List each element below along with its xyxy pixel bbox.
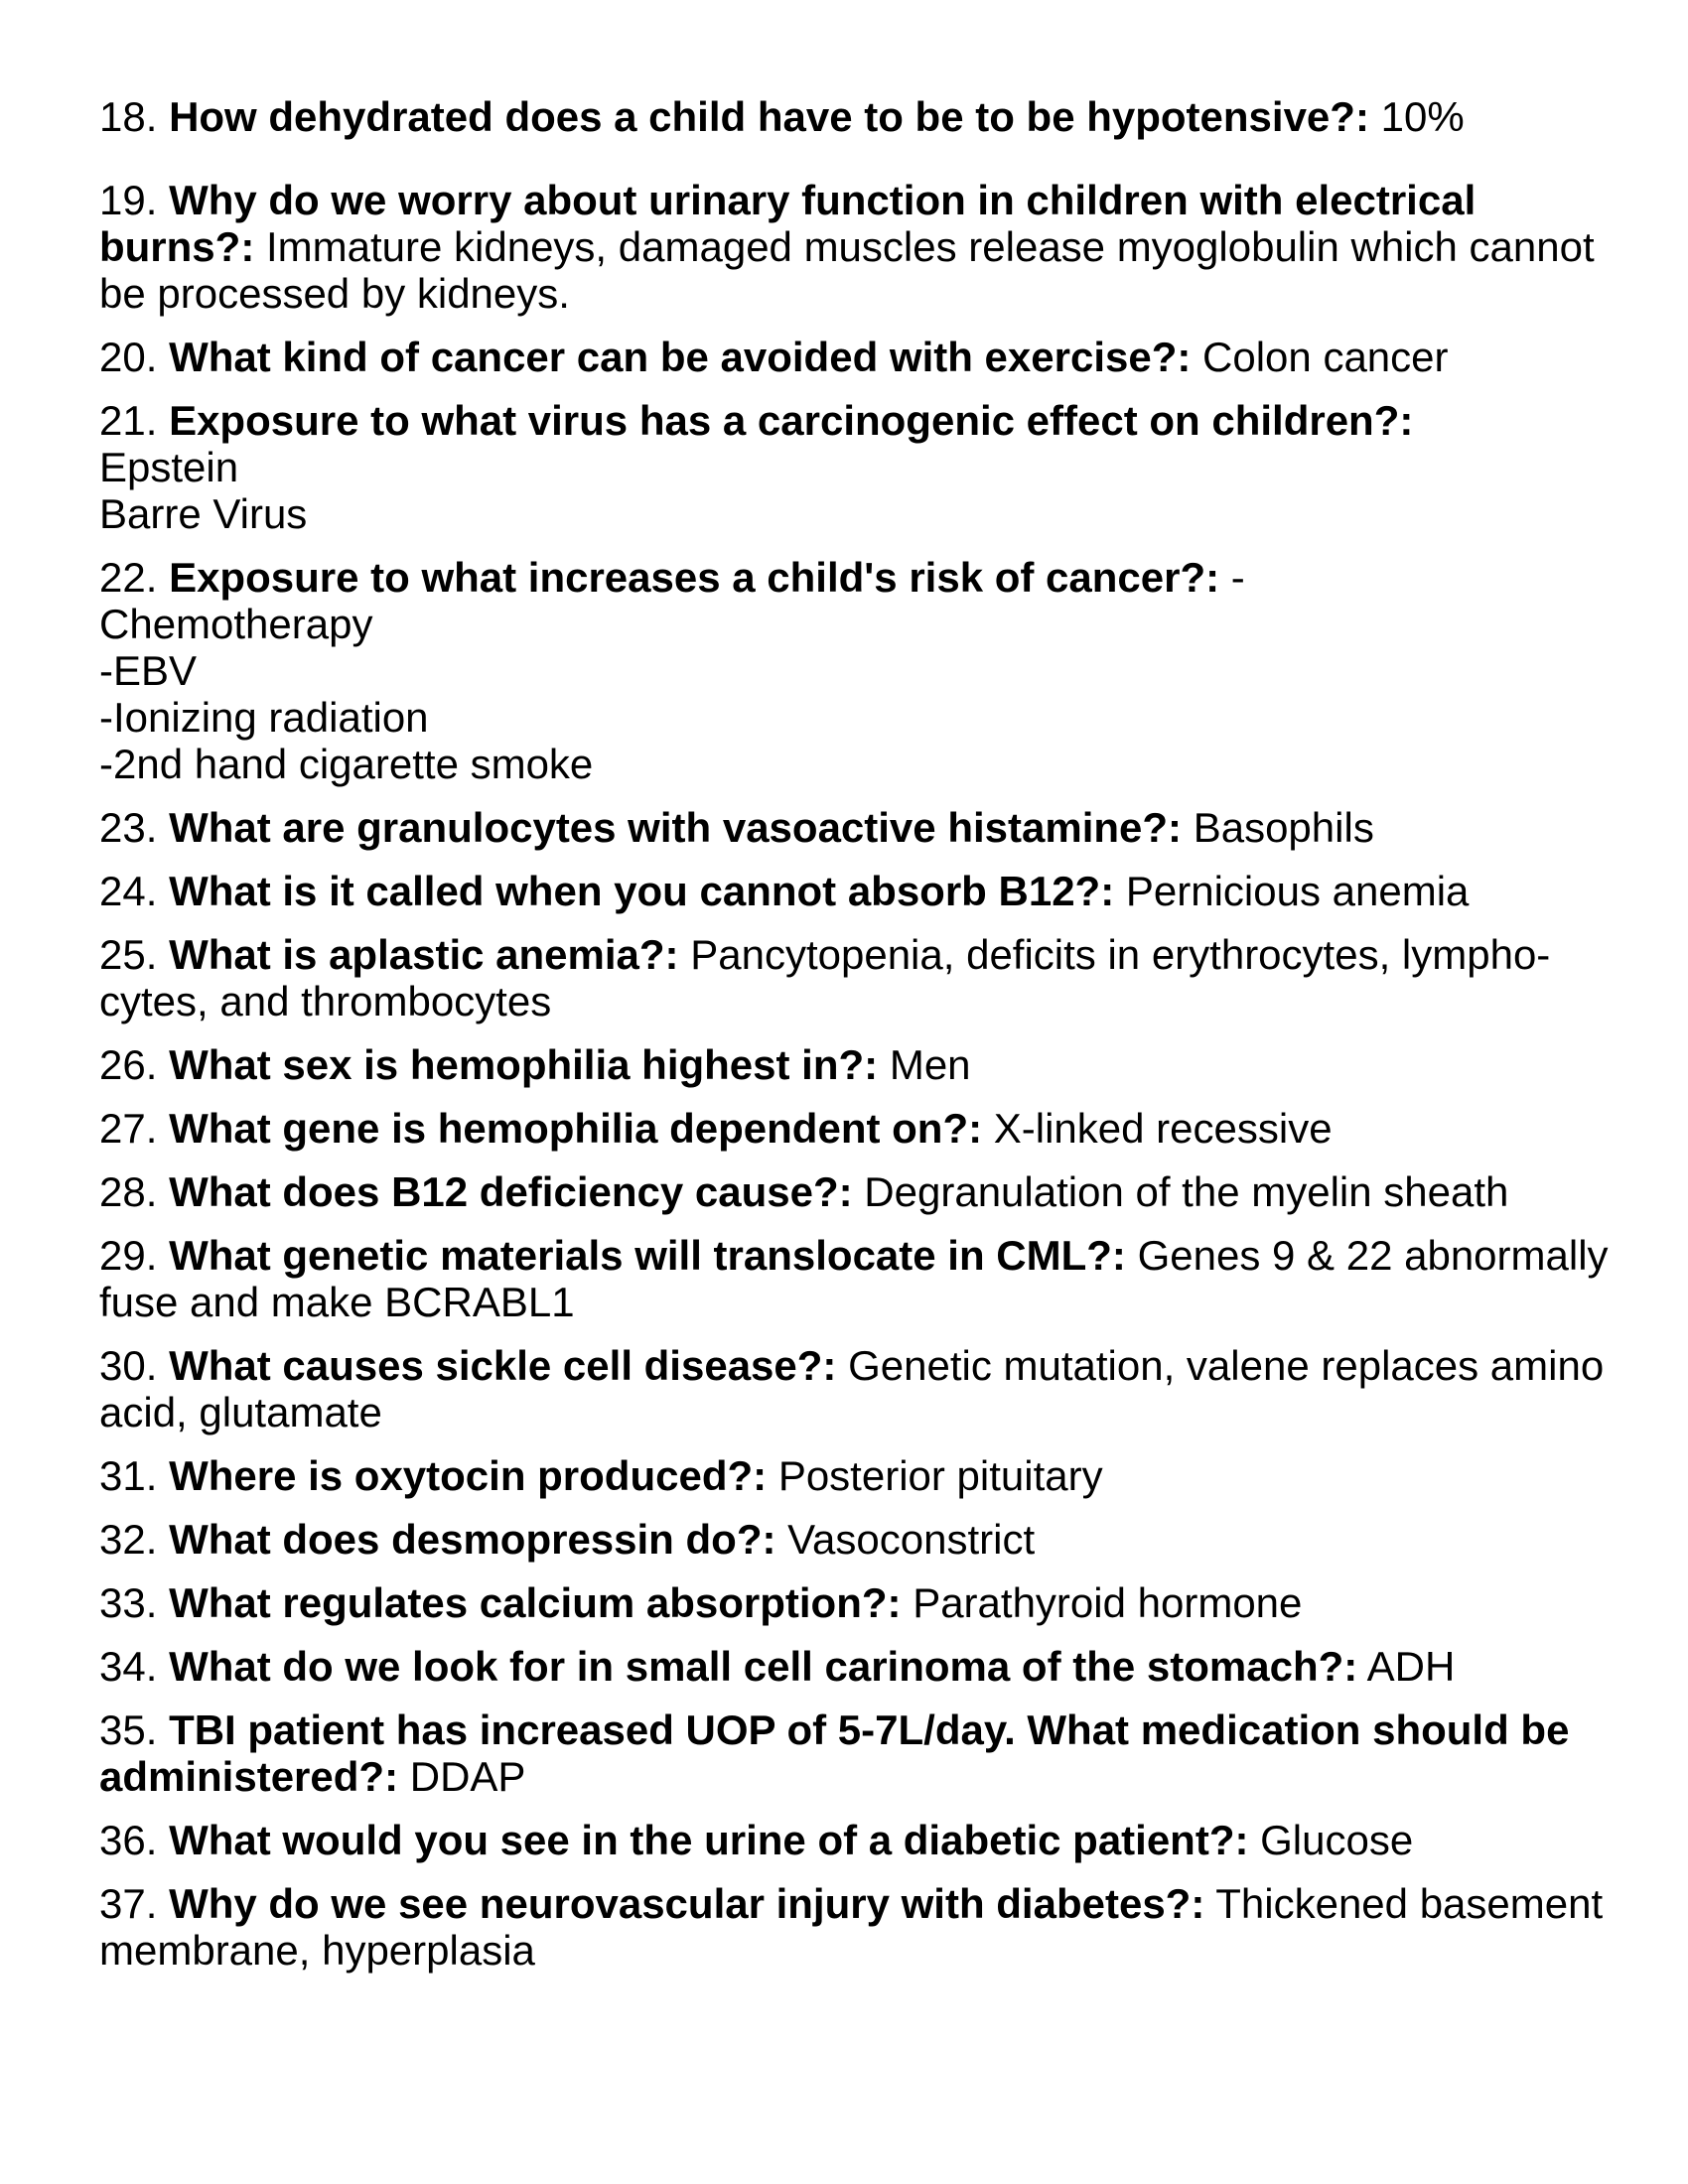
item-number: 22. — [99, 554, 158, 601]
answer-text: Epstein Barre Virus — [99, 444, 308, 537]
item-number: 19. — [99, 177, 158, 223]
qa-item-25 — [99, 931, 1609, 1024]
flashcard-page — [99, 93, 1609, 1990]
question-text: What kind of cancer can be avoided with exercise?: — [169, 334, 1192, 380]
item-number: 20. — [99, 334, 158, 380]
answer-text: 10% — [1380, 93, 1465, 140]
item-number: 34. — [99, 1643, 158, 1690]
question-text: Exposure to what virus has a carcinogenic effect on children?: — [169, 397, 1414, 444]
answer-text: Posterior pituitary — [777, 1452, 1103, 1499]
item-number: 26. — [99, 1041, 158, 1088]
answer-text: Glucose — [1260, 1817, 1414, 1863]
qa-item-28 — [99, 1168, 1609, 1215]
qa-item-26 — [99, 1041, 1609, 1088]
question-text: What regulates calcium absorption?: — [169, 1579, 902, 1626]
answer-text: Degranulation of the myelin sheath — [864, 1168, 1509, 1215]
item-number: 29. — [99, 1232, 158, 1279]
item-number: 27. — [99, 1105, 158, 1152]
item-number: 37. — [99, 1880, 158, 1927]
item-number: 36. — [99, 1817, 158, 1863]
question-text: Why do we see neurovascular injury with diabetes?: — [169, 1880, 1205, 1927]
question-text: What does desmopressin do?: — [169, 1516, 776, 1563]
item-number: 30. — [99, 1342, 158, 1389]
question-text: What would you see in the urine of a diabetic patient?: — [169, 1817, 1249, 1863]
answer-text: - Chemotherapy -EBV -Ionizing radiation -2nd hand cigarette smoke — [99, 554, 1245, 787]
question-text: TBI patient has increased UOP of 5-7L/day. What medication should be administered?: — [99, 1706, 1570, 1800]
qa-item-31 — [99, 1452, 1609, 1499]
qa-item-30 — [99, 1342, 1609, 1435]
answer-text: ADH — [1366, 1643, 1456, 1690]
item-number: 18. — [99, 93, 158, 140]
question-text: Where is oxytocin produced?: — [169, 1452, 768, 1499]
qa-item-23 — [99, 804, 1609, 851]
question-text: What does B12 deficiency cause?: — [169, 1168, 853, 1215]
answer-text: Men — [889, 1041, 971, 1088]
answer-text: Immature kidneys, damaged muscles release myoglobulin which cannot be processed by kidneys. — [99, 223, 1595, 317]
question-text: How dehydrated does a child have to be to be hypotensive?: — [169, 93, 1369, 140]
qa-item-27 — [99, 1105, 1609, 1152]
answer-text: Parathyroid hormone — [913, 1579, 1303, 1626]
answer-text: Thickened basement membrane, hyperplasia — [99, 1880, 1604, 1974]
item-number: 31. — [99, 1452, 158, 1499]
answer-text: Genetic mutation, valene replaces amino acid, glutamate — [99, 1342, 1605, 1435]
item-number: 28. — [99, 1168, 158, 1215]
answer-text: DDAP — [409, 1753, 526, 1800]
answer-text: Basophils — [1193, 804, 1374, 851]
question-text: What genetic materials will translocate in CML?: — [169, 1232, 1126, 1279]
qa-item-34 — [99, 1643, 1609, 1690]
question-text: What gene is hemophilia dependent on?: — [169, 1105, 983, 1152]
answer-text: Colon cancer — [1202, 334, 1449, 380]
qa-item-20 — [99, 334, 1609, 380]
qa-item-19 — [99, 177, 1609, 317]
question-text: What sex is hemophilia highest in?: — [169, 1041, 879, 1088]
question-text: What are granulocytes with vasoactive histamine?: — [169, 804, 1183, 851]
question-text: What is aplastic anemia?: — [169, 931, 679, 978]
item-number: 25. — [99, 931, 158, 978]
item-number: 23. — [99, 804, 158, 851]
item-number: 21. — [99, 397, 158, 444]
qa-item-29 — [99, 1232, 1609, 1325]
answer-text: Vasoconstrict — [787, 1516, 1036, 1563]
qa-item-21 — [99, 397, 1609, 537]
qa-item-35 — [99, 1706, 1609, 1800]
question-text: What do we look for in small cell carinoma of the stomach?: — [169, 1643, 1358, 1690]
qa-item-33 — [99, 1579, 1609, 1626]
item-number: 24. — [99, 868, 158, 914]
qa-item-32 — [99, 1516, 1609, 1563]
answer-text: Pernicious anemia — [1125, 868, 1470, 914]
qa-item-22 — [99, 554, 1609, 787]
qa-item-24 — [99, 868, 1609, 914]
qa-item-36 — [99, 1817, 1609, 1863]
answer-text: Genes 9 & 22 abnormally fuse and make BCRABL1 — [99, 1232, 1609, 1325]
qa-item-37 — [99, 1880, 1609, 1974]
item-number: 32. — [99, 1516, 158, 1563]
question-text: What causes sickle cell disease?: — [169, 1342, 837, 1389]
question-text: Exposure to what increases a child's risk of cancer?: — [169, 554, 1220, 601]
qa-item-18 — [99, 93, 1609, 140]
answer-text: Pancytopenia, deficits in erythrocytes, lympho- cytes, and thrombocytes — [99, 931, 1551, 1024]
answer-text: X-linked recessive — [993, 1105, 1333, 1152]
question-text: What is it called when you cannot absorb B12?: — [169, 868, 1115, 914]
item-number: 33. — [99, 1579, 158, 1626]
item-number: 35. — [99, 1706, 158, 1753]
question-text: Why do we worry about urinary function in children with electrical burns?: — [99, 177, 1477, 270]
